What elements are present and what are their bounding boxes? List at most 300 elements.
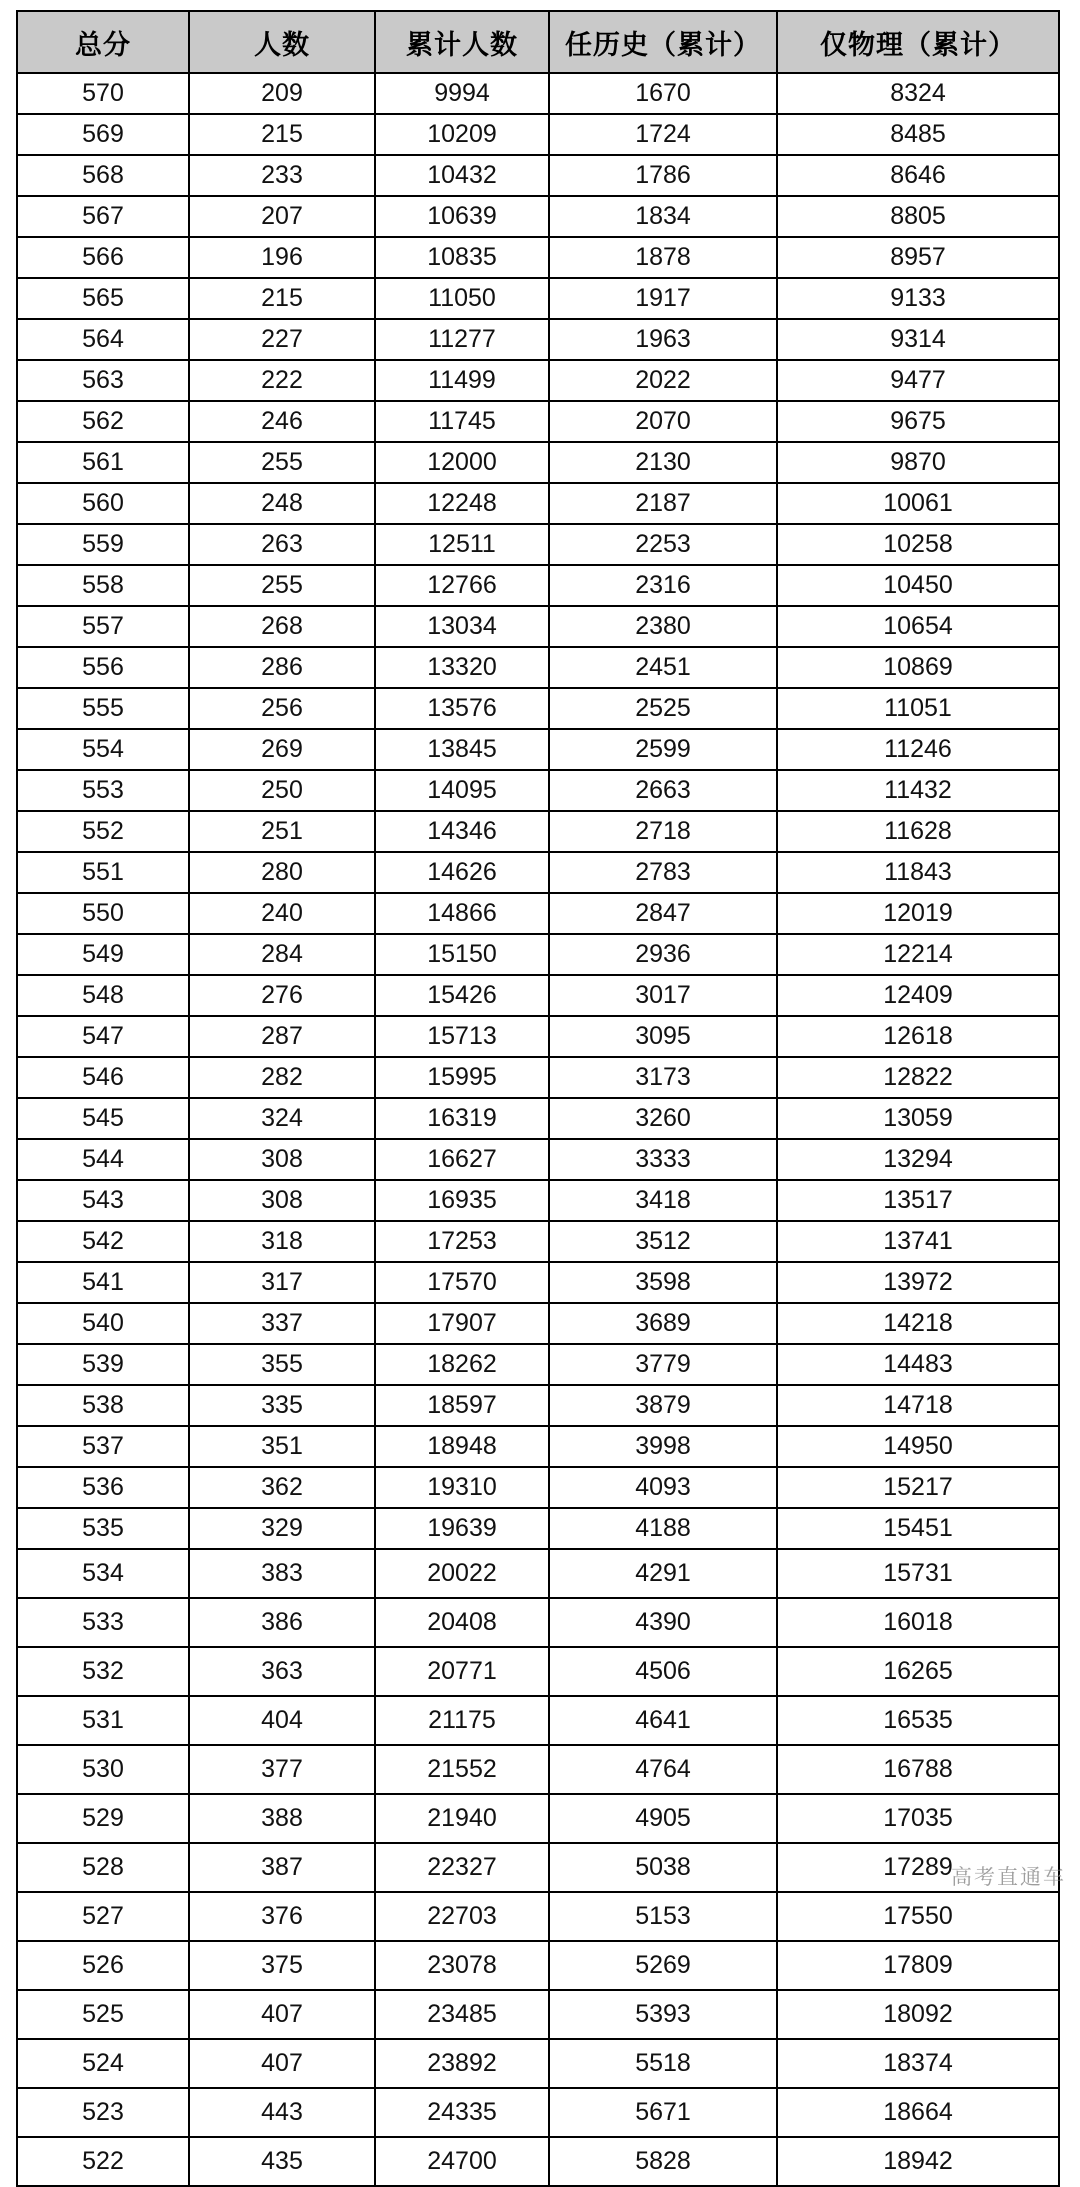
table-row (17, 2039, 1059, 2088)
table-cell: 286 (189, 647, 375, 688)
table-cell: 12409 (777, 975, 1059, 1016)
table-cell: 16535 (777, 1696, 1059, 1745)
table-cell: 10639 (375, 196, 549, 237)
table-cell: 435 (189, 2137, 375, 2186)
table-cell: 12618 (777, 1016, 1059, 1057)
table-row (17, 1990, 1059, 2039)
table-cell: 12248 (375, 483, 549, 524)
table-cell: 9870 (777, 442, 1059, 483)
table-cell: 337 (189, 1303, 375, 1344)
table-cell: 15451 (777, 1508, 1059, 1549)
table-cell: 3598 (549, 1262, 777, 1303)
table-cell: 13741 (777, 1221, 1059, 1262)
table-cell: 4641 (549, 1696, 777, 1745)
table-cell: 386 (189, 1598, 375, 1647)
table-cell: 4905 (549, 1794, 777, 1843)
table-cell: 4764 (549, 1745, 777, 1794)
table-cell: 329 (189, 1508, 375, 1549)
table-cell: 250 (189, 770, 375, 811)
table-cell: 13294 (777, 1139, 1059, 1180)
table-cell: 3512 (549, 1221, 777, 1262)
table-cell: 248 (189, 483, 375, 524)
table-cell: 530 (17, 1745, 189, 1794)
table-cell: 14483 (777, 1344, 1059, 1385)
table-cell: 538 (17, 1385, 189, 1426)
table-row (17, 934, 1059, 975)
table-cell: 287 (189, 1016, 375, 1057)
table-cell: 18597 (375, 1385, 549, 1426)
table-row (17, 1598, 1059, 1647)
table-cell: 18262 (375, 1344, 549, 1385)
table-cell: 12214 (777, 934, 1059, 975)
table-cell: 16018 (777, 1598, 1059, 1647)
table-cell: 215 (189, 114, 375, 155)
table-cell: 11050 (375, 278, 549, 319)
table-cell: 5393 (549, 1990, 777, 2039)
table-cell: 10061 (777, 483, 1059, 524)
table-cell: 527 (17, 1892, 189, 1941)
table-cell: 8324 (777, 73, 1059, 114)
table-cell: 559 (17, 524, 189, 565)
column-header-total-score: 总分 (17, 11, 189, 73)
table-row (17, 360, 1059, 401)
table-sheet (0, 10, 1080, 2175)
table-cell: 317 (189, 1262, 375, 1303)
table-cell: 19639 (375, 1508, 549, 1549)
table-cell: 1917 (549, 278, 777, 319)
table-cell: 8646 (777, 155, 1059, 196)
table-cell: 20771 (375, 1647, 549, 1696)
table-cell: 16627 (375, 1139, 549, 1180)
table-row (17, 1057, 1059, 1098)
table-cell: 11051 (777, 688, 1059, 729)
table-cell: 535 (17, 1508, 189, 1549)
table-cell: 268 (189, 606, 375, 647)
table-cell: 18664 (777, 2088, 1059, 2137)
table-cell: 11843 (777, 852, 1059, 893)
table-cell: 8957 (777, 237, 1059, 278)
table-row (17, 1843, 1059, 1892)
table-cell: 4291 (549, 1549, 777, 1598)
table-cell: 10450 (777, 565, 1059, 606)
table-row (17, 1549, 1059, 1598)
table-cell: 19310 (375, 1467, 549, 1508)
table-cell: 3689 (549, 1303, 777, 1344)
table-cell: 3418 (549, 1180, 777, 1221)
table-cell: 1878 (549, 237, 777, 278)
table-cell: 568 (17, 155, 189, 196)
table-cell: 12511 (375, 524, 549, 565)
table-cell: 15995 (375, 1057, 549, 1098)
table-cell: 284 (189, 934, 375, 975)
table-cell: 269 (189, 729, 375, 770)
table-cell: 255 (189, 442, 375, 483)
table-cell: 2130 (549, 442, 777, 483)
table-cell: 22703 (375, 1892, 549, 1941)
table-cell: 534 (17, 1549, 189, 1598)
table-cell: 17550 (777, 1892, 1059, 1941)
table-cell: 227 (189, 319, 375, 360)
table-cell: 4093 (549, 1467, 777, 1508)
table-cell: 2022 (549, 360, 777, 401)
table-cell: 13059 (777, 1098, 1059, 1139)
table-cell: 13576 (375, 688, 549, 729)
table-cell: 14218 (777, 1303, 1059, 1344)
table-cell: 13320 (375, 647, 549, 688)
table-cell: 17570 (375, 1262, 549, 1303)
table-row (17, 1892, 1059, 1941)
table-cell: 567 (17, 196, 189, 237)
table-cell: 3779 (549, 1344, 777, 1385)
table-cell: 13034 (375, 606, 549, 647)
table-row (17, 565, 1059, 606)
table-cell: 5518 (549, 2039, 777, 2088)
table-cell: 563 (17, 360, 189, 401)
column-header-physics-only-cumulative: 仅物理（累计） (777, 11, 1059, 73)
table-cell: 1786 (549, 155, 777, 196)
table-cell: 17907 (375, 1303, 549, 1344)
table-body (17, 73, 1059, 2186)
table-cell: 13517 (777, 1180, 1059, 1221)
table-cell: 324 (189, 1098, 375, 1139)
table-row (17, 442, 1059, 483)
table-cell: 557 (17, 606, 189, 647)
table-cell: 523 (17, 2088, 189, 2137)
table-cell: 3260 (549, 1098, 777, 1139)
table-cell: 3095 (549, 1016, 777, 1057)
table-cell: 14866 (375, 893, 549, 934)
table-cell: 14626 (375, 852, 549, 893)
table-cell: 3998 (549, 1426, 777, 1467)
table-cell: 525 (17, 1990, 189, 2039)
table-cell: 3879 (549, 1385, 777, 1426)
table-cell: 16788 (777, 1745, 1059, 1794)
table-cell: 539 (17, 1344, 189, 1385)
table-cell: 1670 (549, 73, 777, 114)
table-cell: 12766 (375, 565, 549, 606)
table-cell: 16319 (375, 1098, 549, 1139)
table-cell: 11246 (777, 729, 1059, 770)
table-cell: 2718 (549, 811, 777, 852)
table-cell: 11628 (777, 811, 1059, 852)
column-header-count: 人数 (189, 11, 375, 73)
table-row (17, 2088, 1059, 2137)
table-cell: 537 (17, 1426, 189, 1467)
table-cell: 5038 (549, 1843, 777, 1892)
table-cell: 209 (189, 73, 375, 114)
table-cell: 5153 (549, 1892, 777, 1941)
table-header (17, 11, 1059, 73)
table-cell: 207 (189, 196, 375, 237)
table-cell: 2847 (549, 893, 777, 934)
table-cell: 20408 (375, 1598, 549, 1647)
table-cell: 10869 (777, 647, 1059, 688)
table-cell: 363 (189, 1647, 375, 1696)
table-cell: 375 (189, 1941, 375, 1990)
table-cell: 8485 (777, 114, 1059, 155)
table-cell: 5828 (549, 2137, 777, 2186)
table-cell: 2253 (549, 524, 777, 565)
table-cell: 263 (189, 524, 375, 565)
table-row (17, 729, 1059, 770)
table-cell: 351 (189, 1426, 375, 1467)
table-cell: 552 (17, 811, 189, 852)
table-cell: 15731 (777, 1549, 1059, 1598)
table-cell: 570 (17, 73, 189, 114)
table-row (17, 1016, 1059, 1057)
table-row (17, 1647, 1059, 1696)
table-cell: 2783 (549, 852, 777, 893)
header-row (17, 11, 1059, 73)
table-cell: 11277 (375, 319, 549, 360)
table-row (17, 155, 1059, 196)
table-row (17, 483, 1059, 524)
table-cell: 15713 (375, 1016, 549, 1057)
table-cell: 362 (189, 1467, 375, 1508)
table-cell: 335 (189, 1385, 375, 1426)
table-cell: 16265 (777, 1647, 1059, 1696)
table-cell: 10258 (777, 524, 1059, 565)
table-cell: 553 (17, 770, 189, 811)
table-cell: 233 (189, 155, 375, 196)
table-cell: 2070 (549, 401, 777, 442)
table-cell: 528 (17, 1843, 189, 1892)
table-cell: 9994 (375, 73, 549, 114)
table-cell: 24700 (375, 2137, 549, 2186)
table-cell: 222 (189, 360, 375, 401)
table-cell: 15217 (777, 1467, 1059, 1508)
table-cell: 556 (17, 647, 189, 688)
table-cell: 529 (17, 1794, 189, 1843)
table-cell: 5269 (549, 1941, 777, 1990)
table-cell: 547 (17, 1016, 189, 1057)
table-cell: 540 (17, 1303, 189, 1344)
table-row (17, 975, 1059, 1016)
table-cell: 524 (17, 2039, 189, 2088)
table-cell: 12019 (777, 893, 1059, 934)
table-cell: 4506 (549, 1647, 777, 1696)
table-row (17, 1221, 1059, 1262)
table-cell: 5671 (549, 2088, 777, 2137)
table-cell: 22327 (375, 1843, 549, 1892)
table-row (17, 319, 1059, 360)
table-row (17, 1180, 1059, 1221)
table-cell: 407 (189, 2039, 375, 2088)
table-cell: 1963 (549, 319, 777, 360)
table-row (17, 401, 1059, 442)
table-cell: 9314 (777, 319, 1059, 360)
table-cell: 14346 (375, 811, 549, 852)
table-row (17, 73, 1059, 114)
table-cell: 526 (17, 1941, 189, 1990)
table-cell: 565 (17, 278, 189, 319)
table-row (17, 237, 1059, 278)
table-cell: 276 (189, 975, 375, 1016)
table-cell: 536 (17, 1467, 189, 1508)
table-cell: 3333 (549, 1139, 777, 1180)
table-cell: 1834 (549, 196, 777, 237)
table-cell: 11432 (777, 770, 1059, 811)
table-cell: 21175 (375, 1696, 549, 1745)
table-cell: 542 (17, 1221, 189, 1262)
table-row (17, 524, 1059, 565)
table-cell: 10654 (777, 606, 1059, 647)
table-row (17, 1467, 1059, 1508)
table-cell: 18092 (777, 1990, 1059, 2039)
table-row (17, 1794, 1059, 1843)
table-cell: 10209 (375, 114, 549, 155)
table-cell: 196 (189, 237, 375, 278)
table-cell: 18948 (375, 1426, 549, 1467)
table-row (17, 1941, 1059, 1990)
table-cell: 12000 (375, 442, 549, 483)
table-cell: 383 (189, 1549, 375, 1598)
table-cell: 14718 (777, 1385, 1059, 1426)
table-cell: 23892 (375, 2039, 549, 2088)
table-cell: 9133 (777, 278, 1059, 319)
table-cell: 541 (17, 1262, 189, 1303)
table-cell: 9477 (777, 360, 1059, 401)
table-cell: 246 (189, 401, 375, 442)
table-cell: 12822 (777, 1057, 1059, 1098)
table-cell: 14095 (375, 770, 549, 811)
table-cell: 549 (17, 934, 189, 975)
table-row (17, 196, 1059, 237)
table-cell: 545 (17, 1098, 189, 1139)
column-header-cumulative-count: 累计人数 (375, 11, 549, 73)
table-cell: 3173 (549, 1057, 777, 1098)
table-row (17, 1262, 1059, 1303)
table-cell: 377 (189, 1745, 375, 1794)
table-cell: 17035 (777, 1794, 1059, 1843)
table-row (17, 811, 1059, 852)
table-cell: 20022 (375, 1549, 549, 1598)
table-cell: 558 (17, 565, 189, 606)
table-cell: 2316 (549, 565, 777, 606)
table-cell: 522 (17, 2137, 189, 2186)
table-cell: 2936 (549, 934, 777, 975)
table-row (17, 1508, 1059, 1549)
table-cell: 16935 (375, 1180, 549, 1221)
table-row (17, 647, 1059, 688)
table-row (17, 770, 1059, 811)
table-cell: 387 (189, 1843, 375, 1892)
table-row (17, 1344, 1059, 1385)
table-cell: 2525 (549, 688, 777, 729)
table-cell: 2380 (549, 606, 777, 647)
table-cell: 3017 (549, 975, 777, 1016)
table-row (17, 1696, 1059, 1745)
table-cell: 18942 (777, 2137, 1059, 2186)
table-cell: 21940 (375, 1794, 549, 1843)
table-cell: 215 (189, 278, 375, 319)
table-row (17, 1385, 1059, 1426)
table-cell: 10432 (375, 155, 549, 196)
table-cell: 13845 (375, 729, 549, 770)
table-row (17, 688, 1059, 729)
table-cell: 551 (17, 852, 189, 893)
table-cell: 15426 (375, 975, 549, 1016)
table-row (17, 1426, 1059, 1467)
table-row (17, 114, 1059, 155)
table-cell: 308 (189, 1180, 375, 1221)
table-cell: 11499 (375, 360, 549, 401)
table-cell: 10835 (375, 237, 549, 278)
table-row (17, 278, 1059, 319)
table-cell: 251 (189, 811, 375, 852)
table-cell: 21552 (375, 1745, 549, 1794)
table-cell: 4188 (549, 1508, 777, 1549)
table-cell: 562 (17, 401, 189, 442)
table-cell: 548 (17, 975, 189, 1016)
table-cell: 8805 (777, 196, 1059, 237)
table-row (17, 1745, 1059, 1794)
table-cell: 546 (17, 1057, 189, 1098)
table-cell: 240 (189, 893, 375, 934)
table-row (17, 852, 1059, 893)
table-cell: 15150 (375, 934, 549, 975)
table-cell: 554 (17, 729, 189, 770)
table-cell: 14950 (777, 1426, 1059, 1467)
table-cell: 544 (17, 1139, 189, 1180)
table-row (17, 1139, 1059, 1180)
table-cell: 531 (17, 1696, 189, 1745)
table-cell: 550 (17, 893, 189, 934)
table-cell: 407 (189, 1990, 375, 2039)
table-cell: 9675 (777, 401, 1059, 442)
table-cell: 255 (189, 565, 375, 606)
table-cell: 376 (189, 1892, 375, 1941)
table-cell: 17809 (777, 1941, 1059, 1990)
table-cell: 17253 (375, 1221, 549, 1262)
table-cell: 569 (17, 114, 189, 155)
table-cell: 23485 (375, 1990, 549, 2039)
watermark: 高考直通车 (951, 1866, 1066, 1889)
table-cell: 355 (189, 1344, 375, 1385)
table-cell: 24335 (375, 2088, 549, 2137)
table-cell: 2663 (549, 770, 777, 811)
table-cell: 564 (17, 319, 189, 360)
table-cell: 2451 (549, 647, 777, 688)
table-cell: 308 (189, 1139, 375, 1180)
table-cell: 1724 (549, 114, 777, 155)
table-cell: 318 (189, 1221, 375, 1262)
table-cell: 2599 (549, 729, 777, 770)
table-cell: 11745 (375, 401, 549, 442)
score-distribution-table (16, 10, 1060, 2187)
table-cell: 560 (17, 483, 189, 524)
table-cell: 17289 (777, 1843, 1059, 1892)
table-cell: 566 (17, 237, 189, 278)
table-cell: 543 (17, 1180, 189, 1221)
table-row (17, 606, 1059, 647)
table-cell: 4390 (549, 1598, 777, 1647)
table-cell: 388 (189, 1794, 375, 1843)
table-cell: 13972 (777, 1262, 1059, 1303)
table-cell: 555 (17, 688, 189, 729)
table-row (17, 1098, 1059, 1139)
table-cell: 23078 (375, 1941, 549, 1990)
table-cell: 282 (189, 1057, 375, 1098)
table-cell: 404 (189, 1696, 375, 1745)
table-row (17, 893, 1059, 934)
table-row (17, 2137, 1059, 2186)
table-cell: 532 (17, 1647, 189, 1696)
table-cell: 280 (189, 852, 375, 893)
table-cell: 2187 (549, 483, 777, 524)
table-cell: 561 (17, 442, 189, 483)
table-cell: 533 (17, 1598, 189, 1647)
